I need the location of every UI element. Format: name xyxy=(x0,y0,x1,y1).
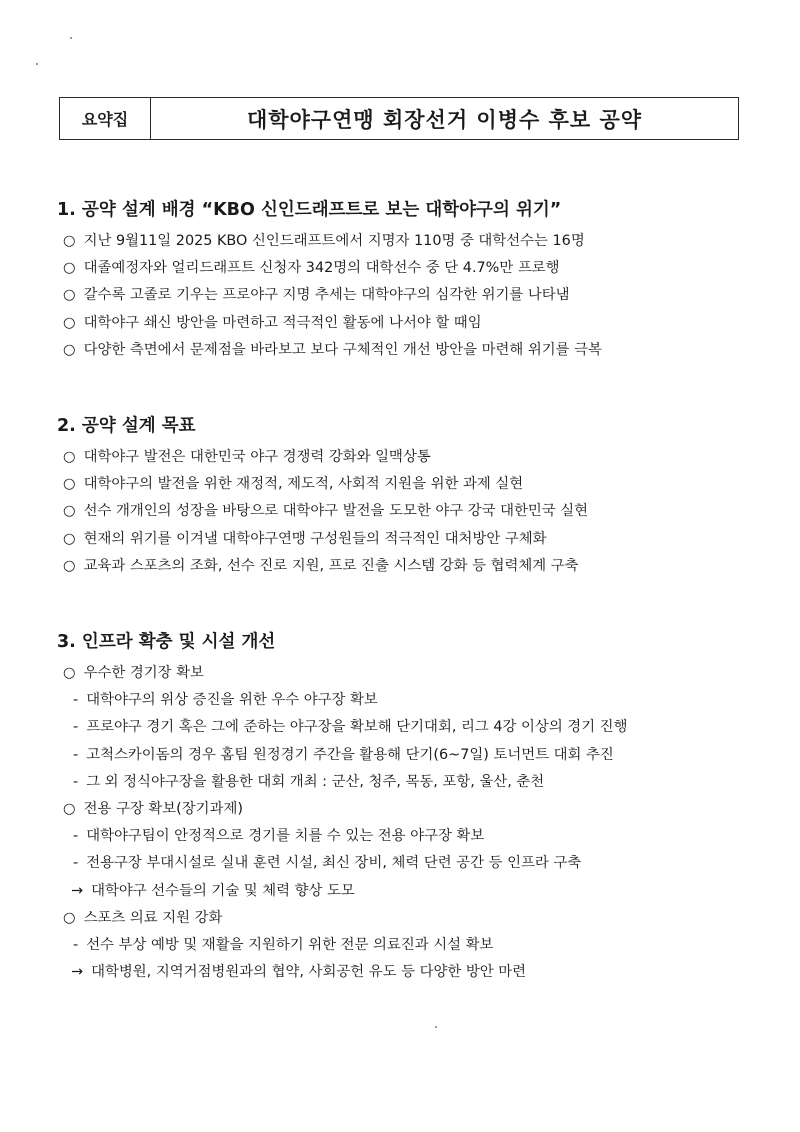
item-text: 스포츠 의료 지원 강화 xyxy=(83,909,223,926)
item-text: 대학야구팀이 안정적으로 경기를 치를 수 있는 전용 야구장 확보 xyxy=(86,828,485,845)
sub-item xyxy=(57,932,780,959)
item-text: 다양한 측면에서 문제점을 바라보고 보다 구체적인 개선 방안을 마련해 위기를 극복 xyxy=(83,341,602,358)
section-infrastructure xyxy=(57,629,780,986)
circle-bullet-marker: ○ xyxy=(63,449,76,465)
section-heading: 3. 인프라 확충 및 시설 개선 xyxy=(57,632,276,652)
bullet-item xyxy=(57,282,780,309)
dash-marker: - xyxy=(73,855,79,872)
circle-bullet-marker: ○ xyxy=(63,909,76,926)
bullet-item xyxy=(57,905,780,932)
item-text: 선수 개개인의 성장을 바탕으로 대학야구 발전을 도모한 야구 강국 대한민국 실현 xyxy=(83,503,589,520)
section-heading: 2. 공약 설계 목표 xyxy=(57,416,196,436)
bullet-item xyxy=(57,337,780,364)
dash-marker: - xyxy=(73,773,79,790)
item-text: 선수 부상 예방 및 재활을 지원하기 위한 전문 의료진과 시설 확보 xyxy=(86,936,494,953)
dash-marker: - xyxy=(73,828,79,845)
item-text: 고척스카이돔의 경우 홈팀 원정경기 주간을 활용해 단기(6~7일) 토너먼트 대회 추진 xyxy=(86,746,614,763)
item-text: 대학야구 발전은 대한민국 야구 경쟁력 강화와 일맥상통 xyxy=(83,449,431,465)
dash-marker: - xyxy=(73,692,79,709)
circle-bullet-marker: ○ xyxy=(63,530,76,547)
bullet-item xyxy=(57,660,780,687)
section-heading: 1. 공약 설계 배경 “KBO 신인드래프트로 보는 대학야구의 위기” xyxy=(57,200,562,220)
item-list xyxy=(57,444,780,580)
sub-item xyxy=(57,850,780,877)
bullet-item xyxy=(57,471,780,498)
item-text: 대학야구의 발전을 위한 재정적, 제도적, 사회적 지원을 위한 과제 실현 xyxy=(83,476,524,493)
arrow-icon: → xyxy=(71,964,84,981)
circle-bullet-marker: ○ xyxy=(63,800,76,817)
item-text: 프로야구 경기 혹은 그에 준하는 야구장을 확보해 단기대회, 리그 4강 이상의 경기 진행 xyxy=(86,719,628,736)
item-text: 교육과 스포츠의 조화, 선수 진로 지원, 프로 진출 시스템 강화 등 협력체계 구축 xyxy=(83,557,579,574)
arrow-icon: → xyxy=(71,882,84,899)
bullet-item xyxy=(57,444,780,471)
item-list xyxy=(57,228,780,364)
document-title: 대학야구연맹 회장선거 이병수 후보 공약 xyxy=(246,107,643,132)
circle-bullet-marker: ○ xyxy=(63,557,76,574)
scan-speck xyxy=(435,1026,437,1028)
item-text: 갈수록 고졸로 기우는 프로야구 지명 추세는 대학야구의 심각한 위기를 나타냄 xyxy=(83,287,570,304)
bullet-item xyxy=(57,310,780,337)
bullet-item xyxy=(57,553,780,580)
sub-item xyxy=(57,714,780,741)
sub-item xyxy=(57,742,780,769)
bullet-item xyxy=(57,526,780,553)
item-text: 대졸예정자와 얼리드래프트 신청자 342명의 대학선수 중 단 4.7%만 프로행 xyxy=(83,260,560,277)
section-background xyxy=(57,197,780,364)
item-text: 지난 9월11일 2025 KBO 신인드래프트에서 지명자 110명 중 대학선수는 16명 xyxy=(83,233,585,249)
item-text: 우수한 경기장 확보 xyxy=(83,665,204,681)
sub-item xyxy=(57,823,780,850)
circle-bullet-marker: ○ xyxy=(63,503,76,520)
item-text: 대학야구의 위상 증진을 위한 우수 야구장 확보 xyxy=(86,692,378,709)
item-text: 그 외 정식야구장을 활용한 대회 개최 : 군산, 청주, 목동, 포항, 울산, 춘천 xyxy=(86,773,545,790)
circle-bullet-marker: ○ xyxy=(63,314,76,331)
bullet-item xyxy=(57,498,780,525)
circle-bullet-marker: ○ xyxy=(63,233,76,249)
item-text: 현재의 위기를 이겨낼 대학야구연맹 구성원들의 적극적인 대처방안 구체화 xyxy=(83,530,547,547)
document-header xyxy=(59,97,739,140)
bullet-item xyxy=(57,228,780,255)
result-item xyxy=(57,878,780,905)
sub-item xyxy=(57,769,780,796)
dash-marker: - xyxy=(73,746,79,763)
item-text: 대학야구 선수들의 기술 및 체력 향상 도모 xyxy=(91,882,355,899)
dash-marker: - xyxy=(73,936,79,953)
item-text: 전용구장 부대시설로 실내 훈련 시설, 최신 장비, 체력 단련 공간 등 인프라 구축 xyxy=(86,855,582,872)
item-list xyxy=(57,660,780,986)
item-text: 대학야구 쇄신 방안을 마련하고 적극적인 활동에 나서야 할 때임 xyxy=(83,314,482,331)
item-text: 전용 구장 확보(장기과제) xyxy=(83,800,243,817)
sub-item xyxy=(57,687,780,714)
circle-bullet-marker: ○ xyxy=(63,287,76,304)
scan-speck xyxy=(70,37,72,39)
item-text: 대학병원, 지역거점병원과의 협약, 사회공헌 유도 등 다양한 방안 마련 xyxy=(91,964,527,981)
header-label: 요약집 xyxy=(60,98,151,139)
scan-speck xyxy=(36,63,38,65)
dash-marker: - xyxy=(73,719,79,736)
bullet-item xyxy=(57,255,780,282)
circle-bullet-marker: ○ xyxy=(63,665,76,681)
result-item xyxy=(57,959,780,986)
bullet-item xyxy=(57,796,780,823)
circle-bullet-marker: ○ xyxy=(63,260,76,277)
section-goals xyxy=(57,413,780,580)
circle-bullet-marker: ○ xyxy=(63,341,76,358)
circle-bullet-marker: ○ xyxy=(63,476,76,493)
